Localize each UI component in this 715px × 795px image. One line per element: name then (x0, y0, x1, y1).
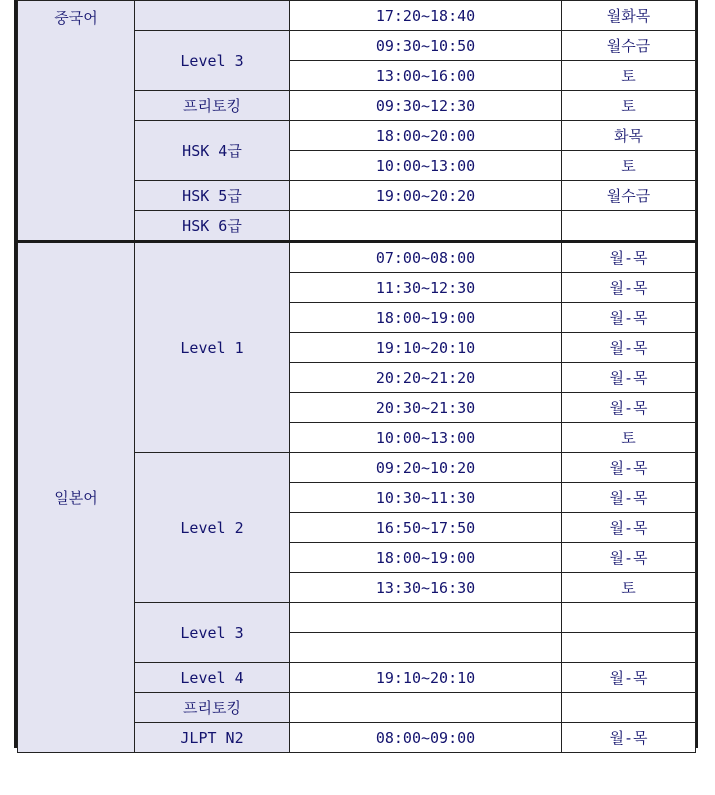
time-cell: 18:00~19:00 (290, 543, 562, 573)
days-cell: 토 (562, 573, 696, 603)
time-cell: 09:30~10:50 (290, 31, 562, 61)
level-cell: JLPT N2 (135, 723, 290, 753)
time-cell: 10:00~13:00 (290, 423, 562, 453)
days-cell: 월-목 (562, 333, 696, 363)
days-cell: 월수금 (562, 31, 696, 61)
time-cell: 20:20~21:20 (290, 363, 562, 393)
level-cell (135, 1, 290, 31)
time-cell: 18:00~19:00 (290, 303, 562, 333)
days-cell: 월-목 (562, 723, 696, 753)
days-cell: 토 (562, 423, 696, 453)
days-cell: 월-목 (562, 242, 696, 273)
table-row (18, 1, 696, 31)
level-cell: Level 3 (135, 603, 290, 663)
level-cell: Level 1 (135, 242, 290, 453)
level-cell: 프리토킹 (135, 91, 290, 121)
days-cell: 월-목 (562, 303, 696, 333)
level-cell: HSK 4급 (135, 121, 290, 181)
days-cell (562, 693, 696, 723)
time-cell: 08:00~09:00 (290, 723, 562, 753)
time-cell: 10:30~11:30 (290, 483, 562, 513)
time-cell: 07:00~08:00 (290, 242, 562, 273)
time-cell (290, 633, 562, 663)
days-cell: 토 (562, 61, 696, 91)
days-cell (562, 603, 696, 633)
days-cell: 월-목 (562, 393, 696, 423)
time-cell: 18:00~20:00 (290, 121, 562, 151)
level-cell: Level 2 (135, 453, 290, 603)
time-cell: 09:20~10:20 (290, 453, 562, 483)
time-cell: 09:30~12:30 (290, 91, 562, 121)
language-cell-chinese: 중국어 (18, 1, 135, 242)
days-cell (562, 211, 696, 242)
time-cell: 19:00~20:20 (290, 181, 562, 211)
days-cell: 화목 (562, 121, 696, 151)
days-cell: 월수금 (562, 181, 696, 211)
days-cell: 월-목 (562, 363, 696, 393)
schedule-table (17, 0, 696, 753)
days-cell: 월화목 (562, 1, 696, 31)
table-row (18, 242, 696, 273)
days-cell: 토 (562, 151, 696, 181)
level-cell: Level 3 (135, 31, 290, 91)
days-cell: 월-목 (562, 453, 696, 483)
time-cell (290, 603, 562, 633)
time-cell: 11:30~12:30 (290, 273, 562, 303)
time-cell: 19:10~20:10 (290, 333, 562, 363)
days-cell: 월-목 (562, 273, 696, 303)
level-cell: HSK 5급 (135, 181, 290, 211)
days-cell: 월-목 (562, 513, 696, 543)
time-cell: 19:10~20:10 (290, 663, 562, 693)
days-cell: 월-목 (562, 543, 696, 573)
time-cell: 13:30~16:30 (290, 573, 562, 603)
days-cell (562, 633, 696, 663)
language-cell-japanese: 일본어 (18, 242, 135, 753)
time-cell: 10:00~13:00 (290, 151, 562, 181)
time-cell: 20:30~21:30 (290, 393, 562, 423)
time-cell: 13:00~16:00 (290, 61, 562, 91)
days-cell: 토 (562, 91, 696, 121)
time-cell (290, 693, 562, 723)
time-cell (290, 211, 562, 242)
level-cell: 프리토킹 (135, 693, 290, 723)
level-cell: Level 4 (135, 663, 290, 693)
days-cell: 월-목 (562, 483, 696, 513)
time-cell: 17:20~18:40 (290, 1, 562, 31)
days-cell: 월-목 (562, 663, 696, 693)
time-cell: 16:50~17:50 (290, 513, 562, 543)
level-cell: HSK 6급 (135, 211, 290, 242)
